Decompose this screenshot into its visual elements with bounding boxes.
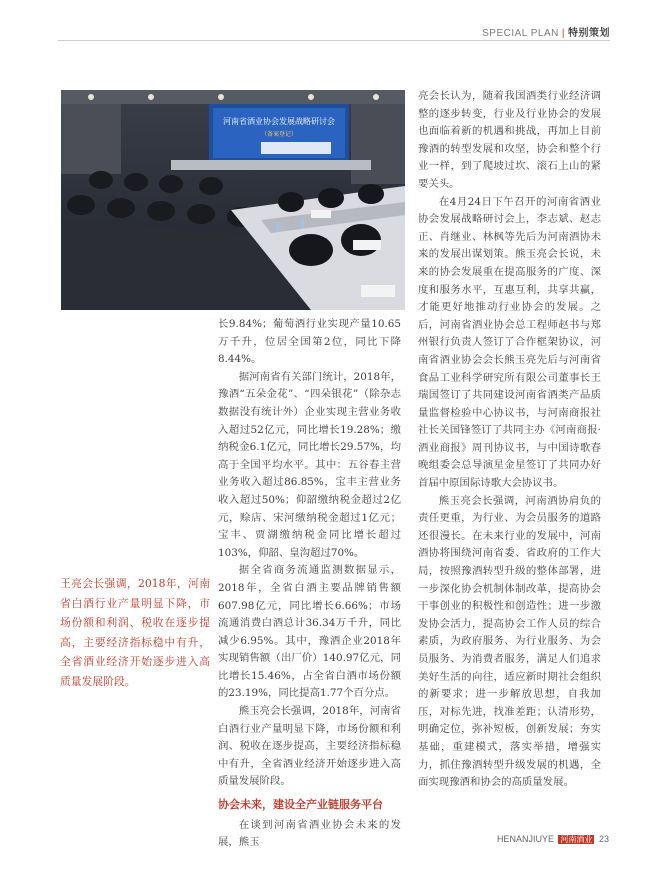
header-separator: | bbox=[561, 28, 565, 39]
magazine-badge: 河南酒业 bbox=[560, 835, 593, 844]
page-number: 23 bbox=[598, 834, 609, 844]
pull-quote: 王亮会长强调，2018年，河南省白酒行业产量明显下降，市场份额和利润、税收在逐步提高，主要经济指标稳中有升，全省酒业经济开始逐步进入高质量发展阶段。 bbox=[60, 577, 210, 688]
section-subheading: 协会未来，建设全产业链服务平台 bbox=[218, 799, 383, 812]
paragraph: 亮会长认为，随着我国酒类行业经济调整的逐步转变，行业及行业协会的发展也面临着新的机遇和挑战，再加上目前豫酒的转型发展和攻坚，协会和整个行业一样，到了爬坡过坎、滚石上山的紧要关头。 bbox=[418, 90, 601, 190]
paragraph: 据河南省有关部门统计，2018年，豫酒“五朵金花”、“四朵银花”（除杂志数据没有统计外）企业实现主营业务收入超过52亿元，同比增长19.28%；缴纳税金6.1亿元，同比增长29.57%，均高于全国平均水平。其中：五谷春主营业务收入超过86.85%，宝丰主营业务收入超过50%；仰韶缴纳税金超过2亿元，赊店、宋河缴纳税金超过1亿元；宝丰、贾湖缴纳税金同比增长超过103%，仰韶、皇沟超过70%。 bbox=[218, 370, 401, 559]
section-header bbox=[482, 24, 610, 39]
banner-text: 河南省酒业协会发展战略研讨会 bbox=[223, 117, 335, 126]
magazine-name: HENANJIUYE bbox=[496, 834, 554, 844]
banner-subtext: （备案登记） bbox=[260, 131, 298, 138]
article-column-right bbox=[418, 88, 601, 792]
paragraph: 据全省商务流通监测数据显示，2018年，全省白酒主要品牌销售额607.98亿元，同比增长6.66%；市场流通消费白酒总计36.34万千升，同比减少6.95%。其中，豫酒企业2018年实现销售额（出厂价）140.97亿元，同比增长15.46%，占全省白酒市场份额的23.19%，同比提高1.77个百分点。 bbox=[218, 564, 401, 700]
paragraph: 在谈到河南省酒业协会未来的发展，熊玉 bbox=[218, 818, 401, 849]
article-column-middle bbox=[218, 316, 401, 852]
conference-photo bbox=[61, 90, 405, 310]
section-title-en: SPECIAL PLAN bbox=[482, 28, 559, 39]
header-divider bbox=[58, 40, 610, 41]
paragraph: 熊玉亮会长强调，2018年，河南省白酒行业产量明显下降，市场份额和利润、税收在逐步提高，主要经济指标稳中有升，全省酒业经济开始逐步进入高质量发展阶段。 bbox=[218, 705, 401, 788]
page-footer bbox=[497, 834, 609, 845]
paragraph: 在4月24日下午召开的河南省酒业协会发展战略研讨会上，李志斌、赵志正、肖继业、林枫等先后为河南酒协未来的发展出谋划策。熊玉亮会长说，未来的协会发展重在提高服务的广度、深度和服务水平，互惠互利，共享共赢，才能更好地推动行业协会的发展。之后，河南省酒业协会总工程师赵书与郑州银行负责人签订了合作框架协议，河南省酒业协会会长熊玉亮先后与河南省食品工业科学研究所有限公司董事长王瑞国签订了共同建设河南省酒类产品质量监督检验中心协议书，与河南商报社社长关国锋签订了共同主办《河南商报·酒业商报》周刊协议书，与中国诗歌春晚组委会总导演星金星签订了共同办好首届中原国际诗歌大会协议书。 bbox=[418, 195, 601, 490]
paragraph: 熊玉亮会长强调，河南酒协肩负的责任更重，为行业、为会员服务的道路还很漫长。在未来行业的发展中，河南酒协将围绕河南省委、省政府的工作大局，按照豫酒转型升级的整体部署，进一步深化协会机制体制改革，提高协会干事创业的积极性和创造性；进一步激发协会活力，提高协会工作人员的综合素质，为政府服务、为行业服务、为会员服务、为消费者服务，满足人们追求美好生活的向往，适应新时期社会组织的新要求；进一步解放思想，自我加压，对标先进，找准差距；认清形势，明确定位，弥补短板，创新发展；夯实基础，重建模式，落实举措，增强实力，抓住豫酒转型升级发展的机遇，全面实现豫酒和协会的高质量发展。 bbox=[418, 494, 601, 789]
paragraph: 长9.84%；葡萄酒行业实现产量10.65万千升，位居全国第2位，同比下降8.44%。 bbox=[218, 318, 401, 366]
section-title-cn: 特别策划 bbox=[568, 28, 610, 39]
